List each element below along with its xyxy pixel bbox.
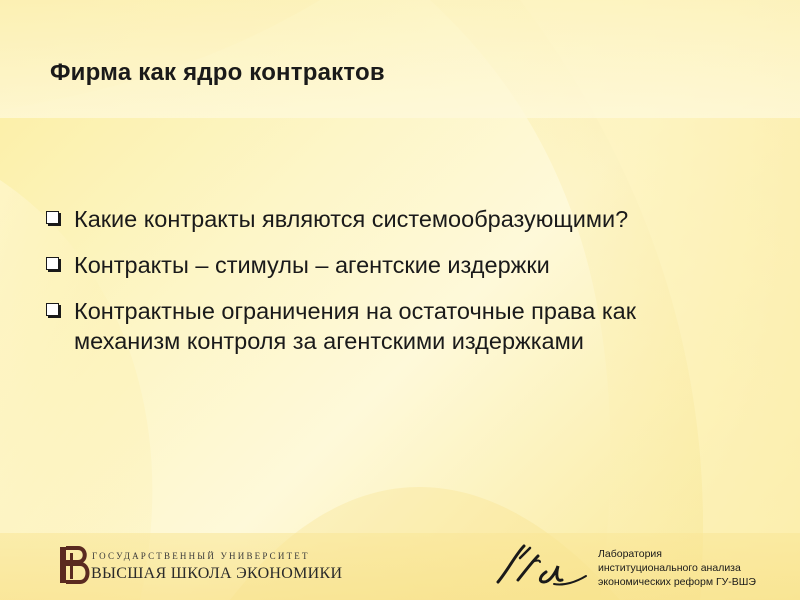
university-name-bottom: ВЫСШАЯ ШКОЛА ЭКОНОМИКИ	[91, 565, 343, 582]
lab-name	[598, 547, 756, 589]
bullet-list	[44, 204, 744, 372]
page-title: Фирма как ядро контрактов	[50, 59, 385, 86]
lab-name-line: институционального анализа	[598, 562, 741, 574]
checkbox-square-icon	[46, 303, 59, 316]
bullet-item	[44, 204, 744, 234]
university-name-top: ГОСУДАРСТВЕННЫЙ УНИВЕРСИТЕТ	[92, 551, 310, 561]
checkbox-square-icon	[46, 257, 59, 270]
iia-signature-logo	[494, 540, 590, 588]
bullet-item	[44, 296, 744, 356]
bullet-text: Контрактные ограничения на остаточные права как механизм контроля за агентскими издержками	[74, 298, 637, 354]
bullet-item	[44, 250, 744, 280]
lab-name-line: Лаборатория	[598, 548, 662, 560]
bullet-text: Какие контракты являются системообразующими?	[74, 206, 629, 232]
checkbox-square-icon	[46, 211, 59, 224]
bullet-text: Контракты – стимулы – агентские издержки	[74, 252, 550, 278]
lab-name-line: экономических реформ ГУ-ВШЭ	[598, 576, 756, 588]
hse-logo-icon	[58, 545, 92, 585]
